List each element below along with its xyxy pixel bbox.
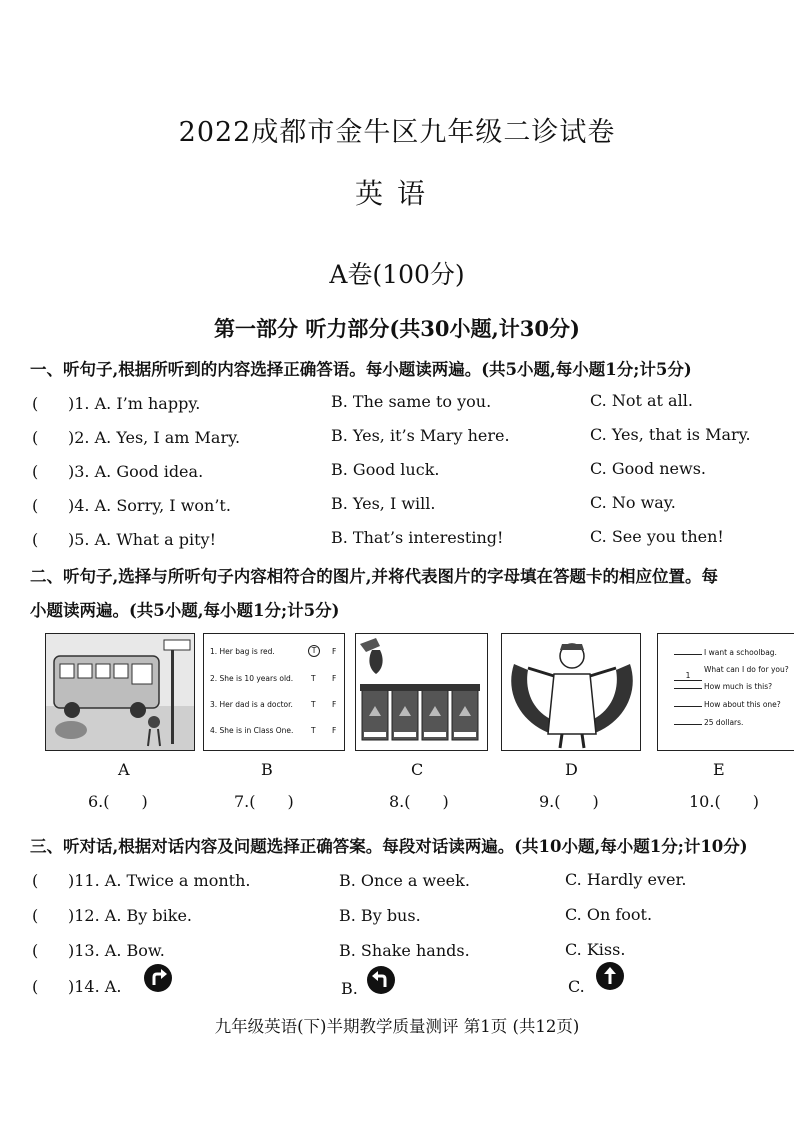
answer-blank-6: 6.( ) bbox=[88, 792, 148, 811]
q12-option-b: B. By bus. bbox=[339, 906, 421, 925]
q13-option-c: C. Kiss. bbox=[565, 940, 626, 959]
q4-option-a: )4. A. Sorry, I won’t. bbox=[68, 496, 231, 515]
answer-paren: ( bbox=[32, 871, 39, 890]
q14-option-a: )14. A. bbox=[68, 977, 122, 996]
card-b-line: 3. Her dad is a doctor. bbox=[210, 700, 293, 709]
q13-option-b: B. Shake hands. bbox=[339, 941, 470, 960]
picture-label-c: C bbox=[411, 760, 424, 779]
picture-label-b: B bbox=[261, 760, 273, 779]
card-b-line: 1. Her bag is red. bbox=[210, 647, 275, 656]
answer-paren: ( bbox=[32, 941, 39, 960]
card-e-line: How much is this? bbox=[704, 682, 773, 691]
section2-heading-line2: 小题读两遍。(共5小题,每小题1分;计5分) bbox=[30, 601, 340, 620]
q2-option-b: B. Yes, it’s Mary here. bbox=[331, 426, 510, 445]
q5-option-c: C. See you then! bbox=[590, 527, 724, 546]
card-e-line: I want a schoolbag. bbox=[704, 648, 777, 657]
q2-option-c: C. Yes, that is Mary. bbox=[590, 425, 751, 444]
section3-heading: 三、听对话,根据对话内容及问题选择正确答案。每段对话读两遍。(共10小题,每小题1分;计10分) bbox=[30, 837, 748, 856]
card-b-false: F bbox=[332, 700, 337, 709]
card-b-line: 4. She is in Class One. bbox=[210, 726, 294, 735]
q1-option-a: )1. A. I’m happy. bbox=[68, 394, 201, 413]
picture-b-true-false-card bbox=[203, 633, 345, 751]
q5-option-b: B. That’s interesting! bbox=[331, 528, 504, 547]
q14-option-b: B. bbox=[341, 979, 358, 998]
card-b-true-circled: T bbox=[308, 645, 320, 657]
picture-label-d: D bbox=[565, 760, 578, 779]
answer-blank-10: 10.( ) bbox=[689, 792, 759, 811]
q3-option-a: )3. A. Good idea. bbox=[68, 462, 204, 481]
blank-line bbox=[674, 706, 702, 707]
q14-option-c: C. bbox=[568, 977, 585, 996]
card-b-false: F bbox=[332, 726, 337, 735]
subject-title: 英语 bbox=[354, 177, 439, 210]
q11-option-a: )11. A. Twice a month. bbox=[68, 871, 251, 890]
card-b-true: T bbox=[311, 700, 316, 709]
section2-heading-line1: 二、听句子,选择与所听句子内容相符合的图片,并将代表图片的字母填在答题卡的相应位置。每 bbox=[30, 567, 718, 586]
exam-title: 2022成都市金牛区九年级二诊试卷 bbox=[178, 117, 616, 148]
answer-paren: ( bbox=[32, 496, 39, 515]
part-one-title: 第一部分 听力部分(共30小题,计30分) bbox=[214, 316, 580, 341]
picture-label-a: A bbox=[118, 760, 130, 779]
card-e-line: What can I do for you? bbox=[704, 665, 789, 674]
answer-paren: ( bbox=[32, 530, 39, 549]
q3-option-b: B. Good luck. bbox=[331, 460, 440, 479]
page-footer: 九年级英语(下)半期教学质量测评 第1页 (共12页) bbox=[214, 1017, 580, 1036]
q11-option-b: B. Once a week. bbox=[339, 871, 470, 890]
card-b-false: F bbox=[332, 647, 337, 656]
blank-line bbox=[674, 688, 702, 689]
picture-d-shopkeeper bbox=[501, 633, 641, 751]
card-b-true: T bbox=[311, 674, 316, 683]
q3-option-c: C. Good news. bbox=[590, 459, 706, 478]
picture-e-conversation-card bbox=[657, 633, 794, 751]
answer-paren: ( bbox=[32, 462, 39, 481]
paper-a-title: A卷(100分) bbox=[329, 260, 465, 289]
picture-a-street-scene bbox=[45, 633, 195, 751]
turn-right-icon bbox=[144, 964, 172, 992]
blank-line bbox=[674, 654, 702, 655]
answer-paren: ( bbox=[32, 977, 39, 996]
q11-option-c: C. Hardly ever. bbox=[565, 870, 687, 889]
answer-blank-7: 7.( ) bbox=[234, 792, 294, 811]
q12-option-c: C. On foot. bbox=[565, 905, 653, 924]
q12-option-a: )12. A. By bike. bbox=[68, 906, 192, 925]
card-e-line: 25 dollars. bbox=[704, 718, 744, 727]
answer-paren: ( bbox=[32, 394, 39, 413]
answer-paren: ( bbox=[32, 906, 39, 925]
card-e-number: 1 bbox=[674, 671, 702, 681]
answer-blank-9: 9.( ) bbox=[539, 792, 599, 811]
picture-label-e: E bbox=[713, 760, 725, 779]
answer-paren: ( bbox=[32, 428, 39, 447]
answer-blank-8: 8.( ) bbox=[389, 792, 449, 811]
q1-option-c: C. Not at all. bbox=[590, 391, 693, 410]
picture-c-trash-bins bbox=[355, 633, 488, 751]
blank-line bbox=[674, 724, 702, 725]
card-e-line: How about this one? bbox=[704, 700, 781, 709]
straight-up-icon bbox=[596, 962, 624, 990]
card-b-line: 2. She is 10 years old. bbox=[210, 674, 294, 683]
q5-option-a: )5. A. What a pity! bbox=[68, 530, 217, 549]
q1-option-b: B. The same to you. bbox=[331, 392, 492, 411]
turn-left-icon bbox=[367, 966, 395, 994]
card-b-false: F bbox=[332, 674, 337, 683]
card-b-true: T bbox=[311, 726, 316, 735]
q4-option-c: C. No way. bbox=[590, 493, 676, 512]
q13-option-a: )13. A. Bow. bbox=[68, 941, 165, 960]
section1-heading: 一、听句子,根据所听到的内容选择正确答语。每小题读两遍。(共5小题,每小题1分;计5分) bbox=[30, 360, 692, 379]
q4-option-b: B. Yes, I will. bbox=[331, 494, 436, 513]
q2-option-a: )2. A. Yes, I am Mary. bbox=[68, 428, 241, 447]
